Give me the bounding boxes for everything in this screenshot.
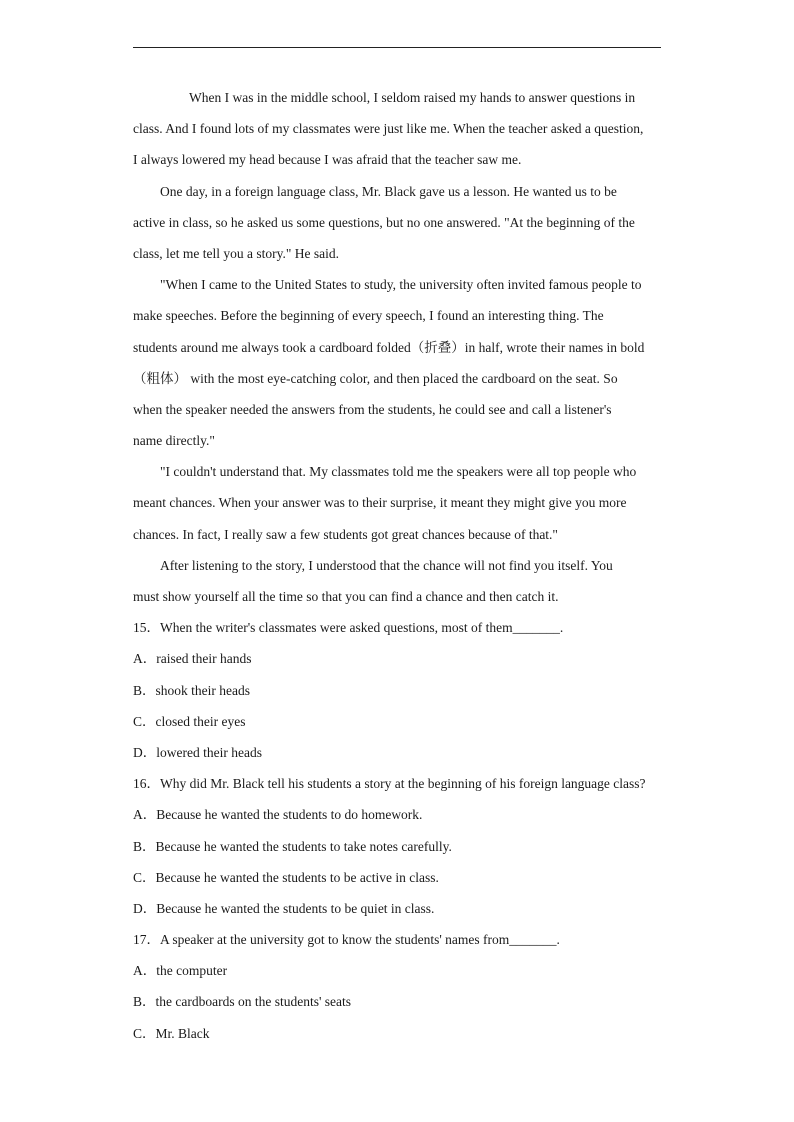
passage-line: "I couldn't understand that. My classmates told me the speakers were all top people who [160, 464, 637, 480]
passage-line: class. And I found lots of my classmates were just like me. When the teacher asked a question, [133, 121, 644, 137]
passage-line: When I was in the middle school, I seldom raised my hands to answer questions in [189, 90, 636, 105]
passage-line: make speeches. Before the beginning of every speech, I found an interesting thing. The [133, 308, 604, 324]
question-16-option-a[interactable]: A．Because he wanted the students to do homework. [133, 807, 423, 823]
passage-line: I always lowered my head because I was afraid that the teacher saw me. [133, 152, 522, 168]
header-rule [133, 47, 661, 48]
question-17-option-b[interactable]: B．the cardboards on the students' seats [133, 994, 352, 1010]
passage-line: chances. In fact, I really saw a few students got great chances because of that." [133, 526, 558, 542]
passage-line: must show yourself all the time so that you can find a chance and then catch it. [133, 589, 559, 604]
question-16-option-b[interactable]: B．Because he wanted the students to take notes carefully. [133, 838, 452, 854]
document-body [133, 82, 673, 1049]
question-15-option-b[interactable]: B．shook their heads [133, 682, 250, 698]
question-17-stem: 17．A speaker at the university got to know the students' names from_______. [133, 932, 560, 948]
question-15-option-a[interactable]: A．raised their hands [133, 651, 252, 667]
passage-line: After listening to the story, I understood that the chance will not find you itself. You [160, 557, 613, 573]
question-17-option-a[interactable]: A．the computer [133, 963, 228, 979]
question-17-option-c[interactable]: C．Mr. Black [133, 1025, 210, 1041]
question-16-option-d[interactable]: D．Because he wanted the students to be quiet in class. [133, 900, 435, 916]
question-15-option-c[interactable]: C．closed their eyes [133, 713, 246, 729]
passage-line: "When I came to the United States to study, the university often invited famous people to [160, 277, 642, 293]
passage-line: meant chances. When your answer was to their surprise, it meant they might give you more [133, 495, 627, 511]
passage-line: （粗体） with the most eye-catching color, and then placed the cardboard on the seat. So [133, 370, 618, 386]
passage-line: class, let me tell you a story." He said. [133, 245, 339, 261]
question-15-option-d[interactable]: D．lowered their heads [133, 744, 262, 760]
question-16-stem: 16．Why did Mr. Black tell his students a story at the beginning of his foreign language class? [133, 776, 646, 792]
question-15-stem: 15．When the writer's classmates were asked questions, most of them_______. [133, 620, 564, 636]
passage-line: name directly." [133, 433, 215, 449]
passage-line: One day, in a foreign language class, Mr. Black gave us a lesson. He wanted us to be [160, 183, 617, 199]
question-16-option-c[interactable]: C．Because he wanted the students to be active in class. [133, 869, 439, 885]
passage-line: students around me always took a cardboard folded（折叠）in half, wrote their names in bold [133, 339, 645, 355]
passage-line: active in class, so he asked us some questions, but no one answered. "At the beginning of the [133, 214, 635, 230]
passage-line: when the speaker needed the answers from the students, he could see and call a listener's [133, 401, 612, 417]
